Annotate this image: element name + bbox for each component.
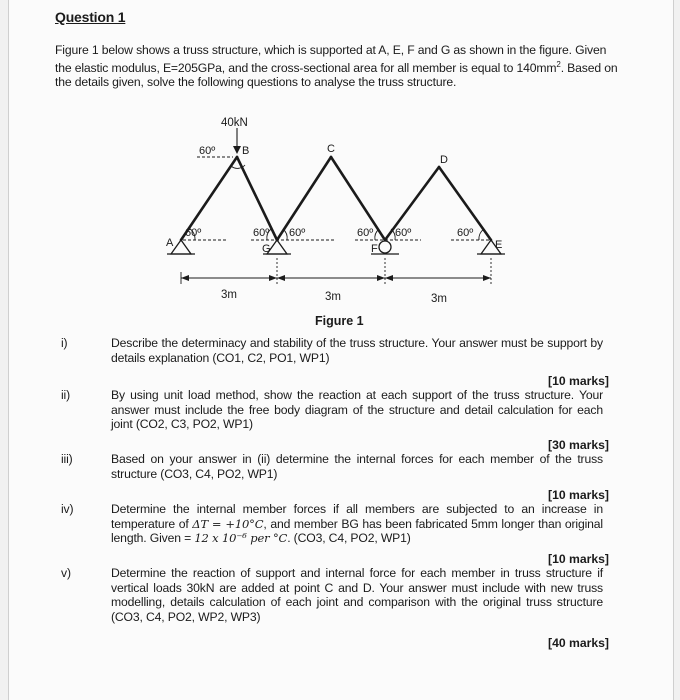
- span-label-1: 3m: [221, 289, 237, 301]
- marks-label-iii: [10 marks]: [548, 488, 609, 502]
- question-text: Describe the determinacy and stability of the truss structure. Your answer must be support by details explanation (CO1, C2, PO1, WP1): [111, 336, 603, 365]
- superscript-2: 2: [556, 59, 561, 69]
- marks-label-iv: [10 marks]: [548, 552, 609, 566]
- truss-figure: [159, 112, 519, 312]
- question-number: v): [61, 566, 71, 580]
- angle-label-G-left: 60º: [253, 227, 270, 239]
- figure-caption: Figure 1: [315, 314, 364, 328]
- node-label-A: A: [166, 237, 174, 249]
- dim-arrow-3b: [483, 275, 491, 281]
- marks-label-ii: [30 marks]: [548, 438, 609, 452]
- question-title: Question 1: [55, 9, 126, 25]
- question-text-a: Determine the internal member forces if all members are subjected to an increase in temperature of: [111, 502, 603, 531]
- question-number: i): [61, 336, 68, 350]
- truss-diagram: [159, 112, 519, 312]
- question-number: ii): [61, 388, 71, 402]
- marks-label-v: [40 marks]: [548, 636, 609, 650]
- pin-support-A: [171, 240, 191, 254]
- question-text: By using unit load method, show the reaction at each support of the truss structure. Your answer must include the free body diagram of the structure and detail calculation for each joint (CO2, C3, PO2, WP1): [111, 388, 603, 431]
- load-label: 40kN: [221, 117, 248, 129]
- math-delta-t: ΔT = +10°C: [192, 516, 264, 531]
- question-text: Determine the reaction of support and internal force for each member in truss structure if vertical loads 30kN are added at point C and D. Your answer must include with new truss modelling, details calculation of each joint and comparison with the original truss structure (CO3, C4, PO2, WP2, WP3): [111, 566, 603, 624]
- node-label-G: G: [262, 243, 271, 255]
- angle-label-F-left: 60º: [357, 227, 374, 239]
- question-text: Based on your answer in (ii) determine the internal forces for each member of the truss structure (CO3, C4, PO2, WP1): [111, 452, 603, 481]
- dim-arrow-1a: [181, 275, 189, 281]
- angle-label-B: 60º: [199, 145, 216, 157]
- intro-paragraph: [55, 43, 621, 90]
- intro-line-2: [55, 58, 621, 76]
- intro-line-3: the details given, solve the following questions to analyse the truss structure.: [55, 75, 457, 90]
- dim-arrow-2b: [377, 275, 385, 281]
- dim-arrow-1b: [269, 275, 277, 281]
- node-label-F: F: [371, 243, 378, 255]
- node-label-C: C: [327, 143, 335, 155]
- span-label-3: 3m: [431, 293, 447, 305]
- question-number: iii): [61, 452, 73, 466]
- question-text-b: , and member BG has been fabricated 5mm longer than original length. Given =: [111, 516, 603, 545]
- angle-label-F-right: 60º: [395, 227, 412, 239]
- member-FD: [385, 167, 439, 240]
- document-page: [8, 0, 674, 700]
- question-text-c: . (CO3, C4, PO2, WP1): [287, 531, 411, 545]
- node-label-E: E: [495, 239, 503, 251]
- angle-label-A: 60º: [185, 227, 202, 239]
- question-number: iv): [61, 502, 74, 516]
- dim-arrow-2a: [277, 275, 285, 281]
- intro-line-2-end: . Based on: [560, 60, 618, 75]
- angle-label-E: 60º: [457, 227, 474, 239]
- node-label-B: B: [242, 145, 250, 157]
- dim-arrow-3a: [385, 275, 393, 281]
- math-alpha: 12 x 10⁻⁶ per °C: [194, 531, 288, 545]
- angle-label-G-right: 60º: [289, 227, 306, 239]
- intro-line-1: Figure 1 below shows a truss structure, which is supported at A, E, F and G as shown in the figure. Given: [55, 43, 607, 57]
- intro-line-2-text: the elastic modulus, E=205GPa, and the cross-sectional area for all member is equal to 140mm: [55, 60, 557, 75]
- load-arrow-head: [233, 146, 241, 154]
- roller-support-F: [379, 241, 391, 253]
- span-label-2: 3m: [325, 291, 341, 303]
- question-text: [111, 502, 603, 546]
- node-label-D: D: [440, 154, 448, 166]
- marks-label-i: [10 marks]: [548, 374, 609, 388]
